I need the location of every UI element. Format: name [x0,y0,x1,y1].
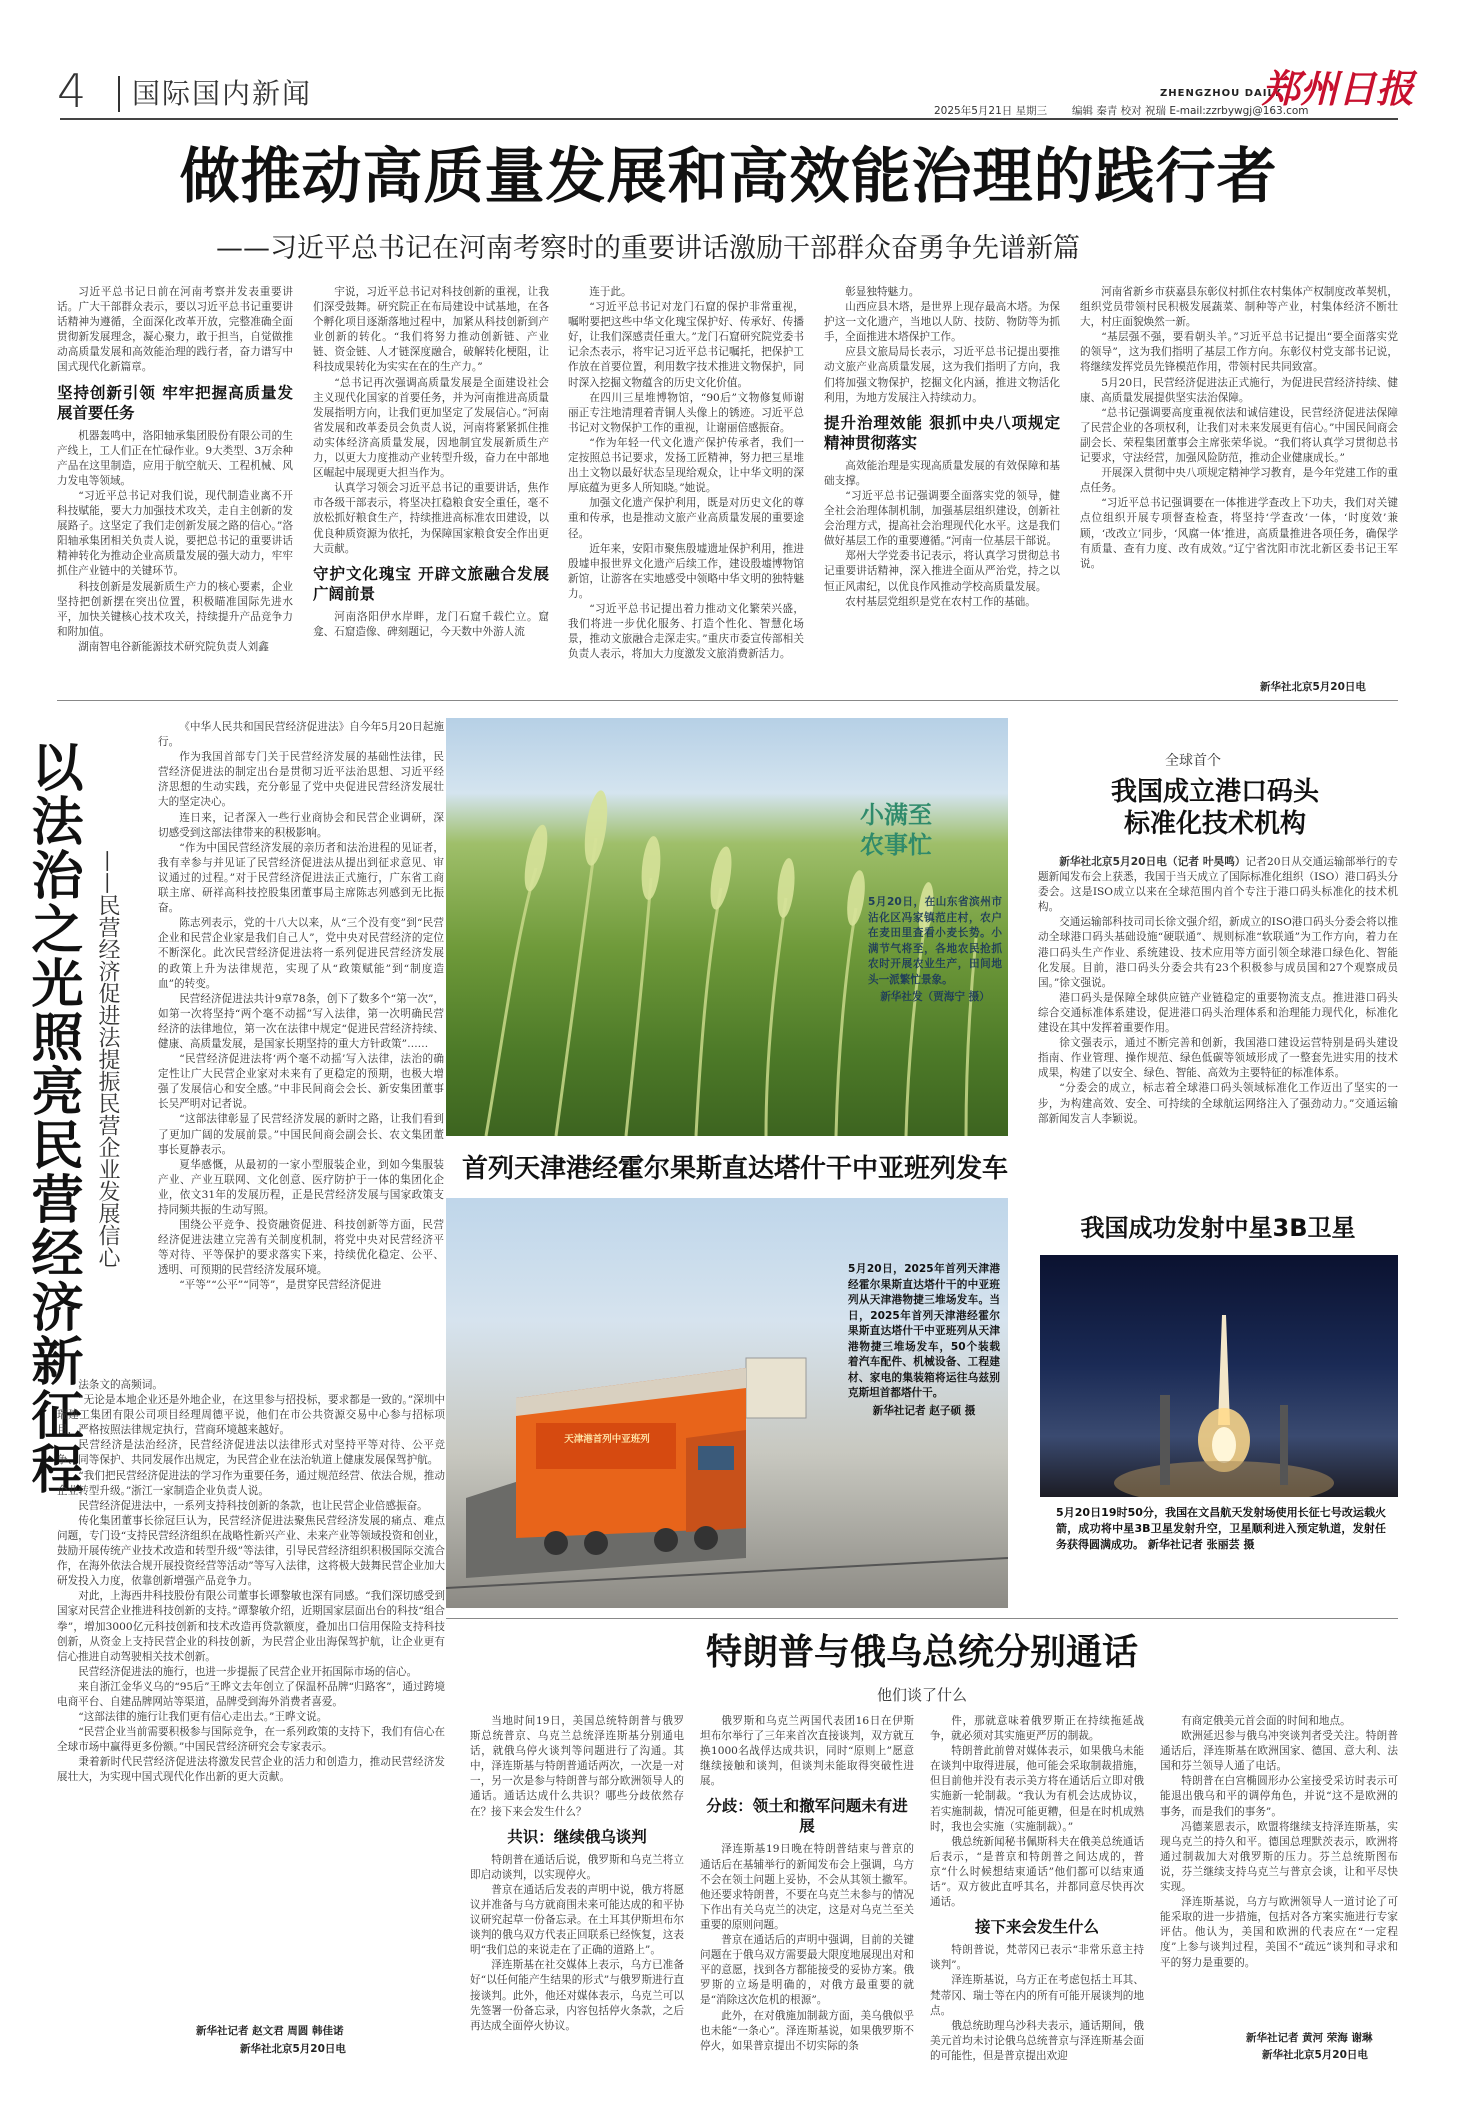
lead-c4b-para: 郑州大学党委书记表示，将认真学习贯彻总书记重要讲话精神，深入推进全面从严治党，持之以恒正风肃纪，以优良作风推动学校高质量发展。 [824,550,1060,593]
train-caption-box [848,1262,1000,1419]
law-c1-para: “平等”“公平”“同等”，是贯穿民营经济促进 [179,1279,382,1292]
wheat-caption-box [868,895,1002,1006]
trump-top-rule [446,1618,1398,1619]
lead-c4b-para: 高效能治理是实现高质量发展的有效保障和基础支撑。 [824,459,1060,487]
trump-signature-dateline: 新华社北京5月20日电 [1262,2049,1368,2061]
lead-c4b-para: “习近平总书记强调要全面落实党的领导，健全社会治理体制机制，加强基层组织建设，创新社会治理方式，提高社会治理现代化水平。这是我们做好基层工作的重要遵循。”河南一位基层干部说。 [824,489,1060,548]
satellite-caption-box [1056,1505,1386,1553]
port-para: 港口码头是保障全球供应链产业链稳定的重要物流支点。推进港口码头综合交通标准体系建设，促进港口码头治理体系和治理能力现代化，标准化建设在其中发挥着重要作用。 [1038,991,1398,1035]
law-column-1 [158,720,444,1372]
port-kicker: 全球首个 [1165,753,1221,769]
law-c1-para: “这部法律彰显了民营经济发展的新时之路，让我们看到了更加广阔的发展前景。”中国民间商会副会长、农文集团董事长夏静表示。 [158,1113,444,1156]
wheat-title-line-2: 农事忙 [860,831,932,859]
trump-c4-para: 特朗普在白宫椭圆形办公室接受采访时表示可能退出俄乌和平的调停角色，并说“这不是欧洲的事务，而是我们的事务”。 [1160,1775,1398,1818]
trump-section-heading-2: 分歧：领土和撤军问题未有进展 [706,1797,908,1836]
brand-logo: 郑州日报 [1262,66,1415,111]
lead-c1b-para: 科技创新是发展新质生产力的核心要素，企业坚持把创新摆在突出位置，积极瞄准国际先进水平，加快关键核心技术攻关，持续提升产品竞争力和附加值。 [57,580,293,638]
law-c2-para: 来自浙江金华义乌的“95后”王晔文去年创立了保温杯品牌“归路客”，通过跨境电商平台、自建品牌网站等渠道，品牌受到海外消费者喜爱。 [57,1680,445,1708]
law-c2-para: 民营经济促进法的施行，也进一步提振了民营企业开拓国际市场的信心。 [78,1665,418,1678]
law-column-2 [57,1378,445,2018]
port-dateline: 新华社北京5月20日电（记者 叶昊鸣） [1059,856,1246,868]
lead-section-heading-2: 守护文化瑰宝 开辟文旅融合发展广阔前景 [313,564,549,603]
law-c2-para: 传化集团董事长徐冠巨认为，民营经济促进法聚焦民营经济发展的痛点、难点问题，专门设“支持民营经济组织在战略性新兴产业、未来产业等领域投资和创业，鼓励开展传统产业技术改造和转型升级”等法律，引导民营经济组织积极国际交流合作，在海外依法合规开展投资经营等活动”等写入法律，这将极大鼓舞民营企业加大研发投入力度，依靠创新增强产品竞争力。 [57,1514,445,1588]
trump-c3b-para: 俄总统助理乌沙科夫表示，通话期间，俄美元首均未讨论俄乌总统普京与泽连斯基会面的可能性，但是普京提出欢迎 [930,2019,1144,2062]
law-c1-para: 陈志列表示，党的十八大以来，从“三个没有变”到“民营企业和民营企业家是我们自己人”，党中央对民营经济的定位不断深化。此次民营经济促进法将一系列促进民营经济发展的政策上升为法律规范，实现了从“政策赋能”到“制度造血”的转变。 [158,917,444,990]
trump-headline: 特朗普与俄乌总统分别通话 [705,1632,1138,1673]
trump-column-4 [1160,1714,1398,2024]
trump-c3-para: 特朗普此前曾对媒体表示，如果俄乌未能在谈判中取得进展，他可能会采取制裁措施，但目前他并没有表示美方将在通话后立即对俄实施新一轮制裁。“我认为有机会达成协议，若实施制裁，情况可能更糟，但是在时机成熟时，我也会实施（实施制裁）。” [930,1745,1144,1833]
train-headline: 首列天津港经霍尔果斯直达塔什干中亚班列发车 [462,1154,1009,1184]
lead-column-3 [568,285,804,685]
trump-signature-reporters: 新华社记者 黄河 荣海 谢琳 [1246,2032,1373,2044]
lead-c5-para: “习近平总书记强调要在一体推进学查改上下功夫，我们对关键点位组织开展专项督查检查，将坚持‘学查改’一体，‘时度效’兼顾，‘改改立’同步，‘风腐一体’推进，高质量推进各项任务，确保学有质量、查有力度、改有成效。”辽宁省沈阳市沈北新区委书记王军说。 [1080,497,1398,570]
lead-c2b-para: 河南洛阳伊水岸畔，龙门石窟千载伫立。窟龛、石窟造像、碑刻题记，今天数中外游人流 [313,610,549,638]
issue-date: 2025年5月21日 星期三 [934,105,1048,117]
law-c2-para: 民营经济促进法中，一系列支持科技创新的条款，也让民营企业倍感振奋。 [78,1499,428,1512]
port-para: 徐文强表示，通过不断完善和创新，我国港口建设运营特别是码头建设指南、作业管理、操作规范、绿色低碳等领域形成了一整套先进实用的技术成果，构建了以安全、绿色、智能、高效为主要特征的标准体系。 [1038,1037,1398,1080]
trump-c3b-para: 特朗普说，梵蒂冈已表示“非常乐意主持谈判”。 [930,1944,1144,1972]
masthead-vrule [118,76,120,112]
trump-column-3 [930,1714,1144,2074]
trump-c1b-para: 泽连斯基在社交媒体上表示，乌方已准备好“以任何能产生结果的形式”与俄罗斯进行直接谈判。此外，他还对媒体表示，乌克兰可以先签署一份备忘录，内容包括停火条款，之后再达成全面停火协议。 [470,1959,684,2032]
lead-c3-para: 在四川三星堆博物馆，“90后”文物修复师谢丽正专注地清理着青铜人头像上的锈迹。习近平总书记对文物保护工作的重视，让谢丽倍感振奋。 [568,391,804,434]
trump-column-1 [470,1714,684,2074]
law-subhead: ——民营经济促进法提振民营企业发展信心 [95,850,120,1268]
port-headline [1050,776,1380,840]
lead-column-5 [1080,285,1398,675]
trump-c3-para: 俄总统新闻秘书佩斯科夫在俄美总统通话后表示，“是普京和特朗普之间达成的，普京“什么时候想结束通话”他们都可以结束通话”。双方彼此直呼其名，并都同意尽快再次通话。 [930,1835,1144,1909]
trump-c2b-para: 泽连斯基19日晚在特朗普结束与普京的通话后在基辅举行的新闻发布会上强调，乌方不会在领土问题上妥协，不会从其领土撤军。他还要求特朗普，不要在乌克兰未参与的情况下作出有关乌克兰的决定，这是对乌克兰至关重要的原则问题。 [700,1843,914,1931]
lead-column-2 [313,285,549,685]
port-lead-para [1038,855,1398,915]
law-c2-para: 对此，上海西井科技股份有限公司董事长谭黎敏也深有同感。“我们深切感受到国家对民营企业推进科技创新的支持。”谭黎敏介绍，近期国家层面出台的科技“组合拳”，增加3000亿元科技创新和技术改造再贷款额度，叠加出口信用保险支持科技创新，从资金上支持民营企业的科技创新，为民营企业出海保驾护航，让企业更有信心推进自动驾驶相关技术创新。 [57,1590,445,1663]
law-signature-reporters: 新华社记者 赵文君 周圆 韩佳诺 [196,2025,344,2037]
lead-section-heading-3: 提升治理效能 狠抓中央八项规定精神贯彻落实 [824,413,1060,452]
lead-c3-para: 连于此。 [589,286,632,298]
lead-c5-para: 开展深入贯彻中央八项规定精神学习教育，是今年党建工作的重点任务。 [1080,467,1398,495]
lead-c3-para: “作为年轻一代文化遗产保护传承者，我们一定按照总书记要求，发扬工匠精神，努力把三星堆出土文物以最好状态呈现给观众，让中华文明的深厚底蕴为更多人所知晓。”她说。 [568,436,804,495]
lead-c1b-para: “习近平总书记对我们说，现代制造业离不开科技赋能，要大力加强技术攻关，走自主创新的发展路子。这坚定了我们走创新发展之路的信心。”洛阳轴承集团相关负责人说，要把总书记的重要讲话精神转化为推动企业高质量发展的强大动力，牢牢抓住产业链中的关键环节。 [57,489,293,578]
lead-c5-para: 河南省新乡市获嘉县东彰仪村抓住农村集体产权制度改革契机，组织党员带领村民积极发展蔬菜、制种等产业，村集体经济不断壮大，村庄面貌焕然一新。 [1080,286,1398,329]
lead-c2-para: “总书记再次强调高质量发展是全面建设社会主义现代化国家的首要任务，并为河南推进高质量发展指明方向，让我们更加坚定了发展信心。”河南省发展和改革委员会负责人说，河南将紧紧抓住推动实体经济高质量发展，因地制宜发展新质生产力，以更大力度推动产业转型升级，奋力在中部地区崛起中展现更大担当作为。 [313,376,549,480]
lead-c3-para: 加强文化遗产保护利用，既是对历史文化的尊重和传承，也是推动文旅产业高质量发展的重要途径。 [568,497,804,540]
lead-c5-para: “总书记强调要高度重视依法和诚信建设，民营经济促进法保障了民营企业的各项权利，让我们对未来发展更有信心。”中国民间商会副会长、荣程集团董事会主席张荣华说。“我们将认真学习贯彻总书记要求，守法经营，加强风险防范，推动企业健康成长。” [1080,406,1398,465]
trump-c4-para: 冯德莱恩表示，欧盟将继续支持泽连斯基，实现乌克兰的持久和平。德国总理默茨表示，欧洲将通过制裁加大对俄罗斯的压力。芬兰总统斯图布说，芬兰继续支持乌克兰与普京会谈，让和平尽快实现。 [1160,1820,1398,1894]
trump-c1-para: 当地时间19日，美国总统特朗普与俄罗斯总统普京、乌克兰总统泽连斯基分别通电话，就俄乌停火谈判等问题进行了沟通。其中，泽连斯基与特朗普通话两次，一次是一对一，另一次是参与特朗普与部分欧洲领导人的通话。通话达成什么共识？哪些分歧依然存在？接下来会发生什么？ [470,1715,684,1818]
trump-c1b-para: 特朗普在通话后说，俄罗斯和乌克兰将立即启动谈判，以实现停火。 [470,1853,684,1881]
trump-c1b-para: 普京在通话后发表的声明中说，俄方将愿议并准备与乌方就商围未来可能达成的和平协议研究起草一份备忘录。在土耳其伊斯坦布尔谈判的俄乌双方代表正回联系已经恢复，这表明“我们总的来说走在了正确的道路上”。 [470,1883,684,1957]
satellite-headline: 我国成功发射中星3B卫星 [1080,1214,1356,1242]
trump-c2b-para: 此外，在对俄施加制裁方面，美乌俄似乎也未能“一条心”。泽连斯基说，如果俄罗斯不停火，如果普京提出不切实际的条 [700,2009,914,2052]
masthead-rule [60,118,1398,120]
law-c2-para: “无论是本地企业还是外地企业，在这里参与招投标，要求都是一致的。”深圳中瑞建工集团有限公司项目经理周德平说，他们在市公共资源交易中心参与招标项目，严格按照法律规定执行，营商环境越来越好。 [57,1394,445,1437]
lead-section-heading-1: 坚持创新引领 牢牢把握高质量发展首要任务 [57,383,293,422]
wheat-credit: 新华社发（贾海宁 摄） [880,991,990,1003]
port-headline-line-1: 我国成立港口码头 [1110,777,1319,807]
editor-line: 编辑 秦青 校对 祝瑞 E-mail:zzrbywgj@163.com [1072,105,1309,117]
port-para: “分委会的成立，标志着全球港口码头领域标准化工作迈出了坚实的一步，为构建高效、安全、可持续的全球航运网络注入了强劲动力。”交通运输部新闻发言人李颖说。 [1038,1082,1398,1125]
trump-section-heading-3: 接下来会发生什么 [974,1918,1099,1937]
law-c1-para: 围绕公平竞争、投资融资促进、科技创新等方面，民营经济促进法建立完善有关制度机制，将党中央对民营经济平等对待、平等保护的要求落实下来，持续优化稳定、公平、透明、可预期的民营经济发展环境。 [158,1219,444,1277]
lead-c3-para: “习近平总书记提出着力推动文化繁荣兴盛，我们将进一步优化服务、打造个性化、智慧化场景，推动文旅融合走深走实。”重庆市委宣传部相关负责人表示，将加大力度激发文旅消费新活力。 [568,602,804,661]
lead-bottom-rule [57,700,1398,701]
trump-c4-para: 有商定俄美元首会面的时间和地点。 [1181,1715,1351,1727]
lead-c1b-para: 湖南智电谷新能源技术研究院负责人刘鑫 [78,640,269,653]
law-c2-para: “这部法律的施行让我们更有信心走出去。”王晔文说。 [78,1711,328,1724]
port-para: 交通运输部科技司司长徐文强介绍，新成立的ISO港口码头分委会将以推动全球港口码头基础设施“硬联通”、规则标准“软联通”为工作方向，着力在港口码头生产作业、系统建设、技术应用等方面引领全球港口绿色化、智能化发展。目前，港口码头分委会共有23个积极参与成员国和27个观察成员国。”徐文强说。 [1038,916,1398,989]
law-headline: 以法治之光照亮民营经济新征程 [22,740,83,1496]
law-c1-para: 夏华感慨，从最初的一家小型服装企业，到如今集服装产业、产业互联网、文化创意、医疗防护于一体的集团化企业，依文31年的发展历程，正是民营经济发展与国家政策支持同频共振的生动写照。 [158,1158,444,1216]
lead-c4-para: 山西应县木塔，是世界上现存最高木塔。为保护这一文化遗产，当地以人防、技防、物防等为抓手，全面推进木塔保护工作。 [824,301,1060,344]
lead-c1b-para: 机器轰鸣中，洛阳轴承集团股份有限公司的生产线上，工人们正在忙碌作业。9大类型、3万余种产品在这里制造，应用于航空航天、工程机械、风力发电等领域。 [57,429,293,487]
lead-c4-para: 应县文旅局局长表示，习近平总书记提出要推动文旅产业高质量发展，这为我们指明了方向，我们将加强文物保护，挖掘文化内涵，推进文物活化利用，为地方发展注入持续动力。 [824,346,1060,404]
trump-c2-para: 俄罗斯和乌克兰两国代表团16日在伊斯坦布尔举行了三年来首次直接谈判，双方就互换1000名战俘达成共识，同时“原则上”愿意继续接触和谈判，但谈判未能取得突破性进展。 [700,1715,914,1788]
lead-c5-para: “基层强不强，要看朝头羊。”习近平总书记提出“要全面落实党的领导”，这为我们指明了基层工作方向。东彰仪村党支部书记说，将继续发挥党员先锋模范作用，带领村民共同致富。 [1080,331,1398,374]
law-c2-para: 民营经济是法治经济，民营经济促进法以法律形式对坚持平等对待、公平竞争、同等保护、共同发展作出规定，为民营企业在法治轨道上健康发展保驾护航。 [57,1439,445,1467]
port-headline-line-2: 标准化技术机构 [1123,809,1306,839]
lead-c2-para: 宇说，习近平总书记对科技创新的重视，让我们深受鼓舞。研究院正在布局建设中试基地，在各个孵化项目逐渐落地过程中，加紧从科技创新到产业创新的转化。“我们将努力推动创新链、产业链、资金链、人才链深度融合，破解转化梗阻，让科技成果转化为实实在在的生产力。” [313,286,549,374]
lead-c3-para: 近年来，安阳市聚焦殷墟遗址保护利用，推进殷墟申报世界文化遗产后续工作，建设殷墟博物馆新馆，让游客在实地感受中领略中华文明的独特魅力。 [568,542,804,600]
brand-english: ZHENGZHOU DAILY [1160,88,1282,99]
satellite-caption: 5月20日19时50分，我国在文昌航天发射场使用长征七号改运载火箭，成功将中星3B卫星发射升空，卫星顺利进入预定轨道，发射任务获得圆满成功。 [1056,1506,1386,1551]
lead-c4-para: 彰显独特魅力。 [845,286,920,298]
trump-section-heading-1: 共识：继续俄乌谈判 [507,1827,647,1846]
wheat-title [860,800,932,860]
law-c1-para: 民营经济促进法共计9章78条，创下了数多个“第一次”，如第一次将坚持“两个毫不动摇”写入法律，第一次明确民营经济的法律地位，第一次在法律中规定“促进民营经济持续、健康、高质量发展，是国家长期坚持的重大方针政策”…… [158,992,444,1050]
lead-headline: 做推动高质量发展和高效能治理的践行者 [179,142,1278,212]
train-banner-text: 天津港首列中亚班列 [564,1434,650,1445]
rocket-launch-art [1040,1255,1398,1497]
trump-subhead: 他们谈了什么 [876,1686,967,1704]
trump-c4-para: 欧洲延迟参与俄乌冲突谈判者受关注。特朗普通话后，泽连斯基在欧洲国家、德国、意大利、法国和芬兰领导人通了电话。 [1160,1730,1398,1773]
lead-c2-para: 认真学习领会习近平总书记的重要讲话，焦作市各级干部表示，将坚决扛稳粮食安全重任，毫不放松抓好粮食生产，持续推进高标准农田建设，以优良种质资源为依托，为保障国家粮食安全作出更大贡献。 [313,482,549,555]
law-c2-para: “我们把民营经济促进法的学习作为重要任务，通过规范经营、依法合规，推动企业转型升级。”浙江一家制造企业负责人说。 [57,1469,445,1497]
law-c1-para: 《中华人民共和国民营经济促进法》自今年5月20日起施行。 [158,721,444,749]
section-title: 国际国内新闻 [132,77,313,110]
law-c1-para: 连日来，记者深入一些行业商协会和民营企业调研，深切感受到这部法律带来的积极影响。 [158,811,444,839]
law-c2-para: 法条文的高频词。 [78,1379,163,1391]
page-number: 4 [57,64,87,118]
law-c1-para: “作为中国民营经济发展的亲历者和法治进程的见证者，我有幸参与并见证了民营经济促进法从提出到征求意见、审议通过的过程。”对于民营经济促进法正式施行，广东省工商联主席、研祥高科技控股集团董事局主席陈志列感到无比振奋。 [158,841,444,915]
lead-column-4 [824,285,1060,685]
lead-subhead: ——习近平总书记在河南考察时的重要讲话激励干部群众奋勇争先谱新篇 [216,233,1080,264]
law-signature-dateline: 新华社北京5月20日电 [240,2043,346,2055]
lead-signature: 新华社北京5月20日电 [1260,681,1366,693]
port-lead-text: 记者20日从交通运输部举行的专题新闻发布会上获悉，我国于当天成立了国际标准化组织（ISO）港口码头分委会。这是ISO成立以来在全球范围内首个专注于港口码头标准化的技术机构。 [1038,856,1398,914]
trump-column-2 [700,1714,914,2074]
lead-c4b-para: 农村基层党组织是党在农村工作的基础。 [845,595,1036,608]
lead-c1-para: 习近平总书记日前在河南考察并发表重要讲话。广大干部群众表示，要以习近平总书记重要讲话精神为遵循，全面深化改革开放，完整准确全面贯彻新发展理念，凝心聚力，敢于担当，自觉做推动高质量发展和高效能治理的践行者，奋力谱写中国式现代化新篇章。 [57,286,293,374]
wheat-title-line-1: 小满至 [860,801,932,829]
train-credit: 新华社记者 赵子硕 摄 [872,1404,976,1417]
trump-c4-para: 泽连斯基说，乌方与欧洲领导人一道讨论了可能采取的进一步措施，包括对各方案实施进行专家评估。他认为，美国和欧洲的代表应在“一定程度”上参与谈判过程，美国不“疏远”谈判和寻求和平的努力是重要的。 [1160,1896,1398,1969]
trump-c2b-para: 普京在通话后的声明中强调，目前的关键问题在于俄乌双方需要最大限度地展现出对和平的意愿，找到各方都能接受的妥协方案。俄罗斯的立场是明确的，对俄方最重要的就是“消除这次危机的根源”。 [700,1934,914,2007]
trump-c3-para: 件，那就意味着俄罗斯正在持续拖延战争，就必须对其实施更严厉的制裁。 [930,1715,1144,1743]
train-caption: 5月20日，2025年首列天津港经霍尔果斯直达塔什干的中亚班列从天津港物捷三堆场发车。当日，2025年首列天津港经霍尔果斯直达塔什干中亚班列从天津港物捷三堆场发车，50个装载着汽车配件、机械设备、工程建材、家电的集装箱将运往乌兹别克斯坦首都塔什干。 [848,1263,1000,1399]
lead-column-1 [57,285,293,685]
port-body [1038,855,1398,1185]
trump-c3b-para: 泽连斯基说，乌方正在考虑包括土耳其、梵蒂冈、瑞士等在内的所有可能开展谈判的地点。 [930,1974,1144,2017]
lead-c3-para: “习近平总书记对龙门石窟的保护非常重视，嘱咐要把这些中华文化瑰宝保护好、传承好、传播好，让我们深感责任重大。”龙门石窟研究院党委书记余杰表示，将牢记习近平总书记嘱托，把保护工作放在首要位置，利用数字技术推进文物保护，同时深入挖掘文物蕴含的历史文化价值。 [568,301,804,389]
law-c2-para: “民营企业当前需要积极参与国际竞争，在一系列政策的支持下，我们有信心在全球市场中赢得更多份额。”中国民营经济研究会专家表示。 [57,1726,445,1754]
wheat-caption: 5月20日，在山东省滨州市沾化区冯家镇范庄村，农户在麦田里查看小麦长势。小满节气将至，各地农民抢抓农时开展农业生产，田间地头一派繁忙景象。 [868,896,1002,986]
law-c1-para: 作为我国首部专门关于民营经济发展的基础性法律，民营经济促进法的制定出台是贯彻习近平法治思想、习近平经济思想的生动实践，充分彰显了党中央促进民营经济发展壮大的坚定决心。 [158,751,444,809]
law-c2-para: 秉着新时代民营经济促进法将激发民营企业的活力和创造力，推动民营经济发展壮大，为实现中国式现代化作出新的更大贡献。 [57,1756,445,1784]
satellite-credit: 新华社记者 张丽芸 摄 [1147,1538,1255,1551]
satellite-photo [1040,1255,1398,1497]
lead-c5-para: 5月20日，民营经济促进法正式施行，为促进民营经济持续、健康、高质量发展提供坚实法治保障。 [1080,376,1398,404]
law-c1-para: “民营经济促进法将‘两个毫不动摇’写入法律，法治的确定性让广大民营企业家对未来有了更稳定的预期，也极大增强了发展信心和安全感。”中非民间商会会长、新安集团董事长吴严明对记者说。 [158,1053,444,1111]
